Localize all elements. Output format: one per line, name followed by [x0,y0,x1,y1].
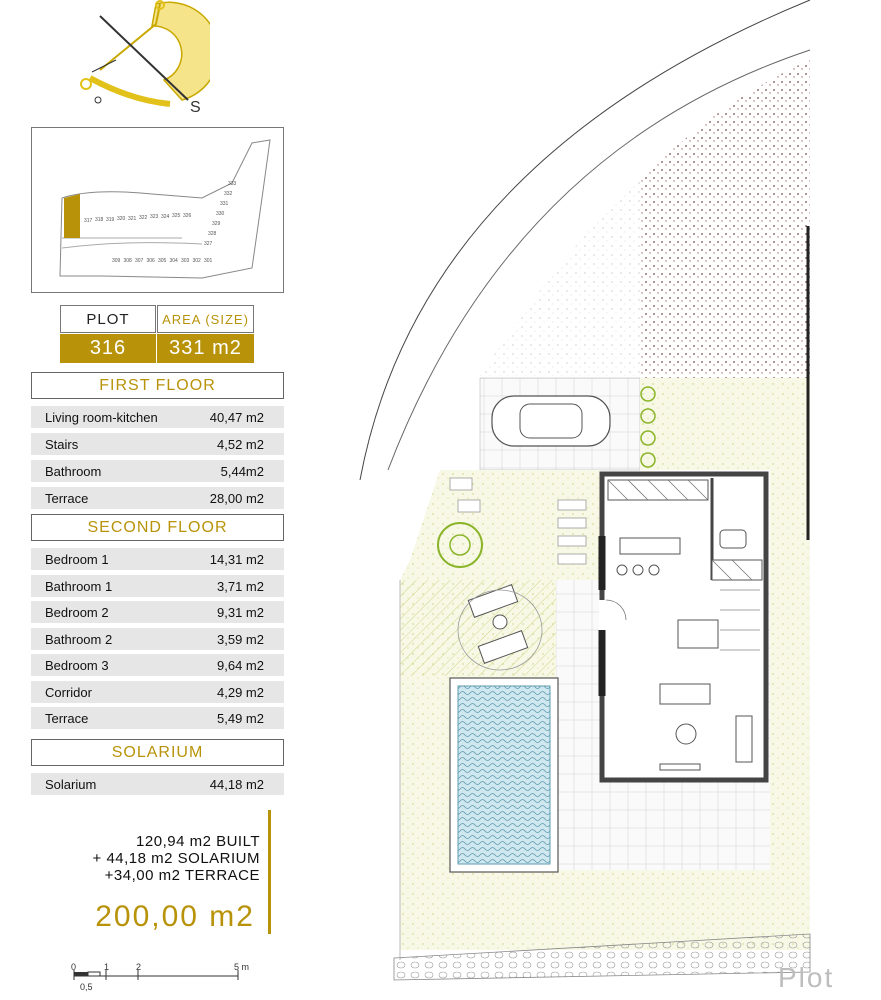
room-area: 4,29 m2 [217,684,264,700]
lot-number: 308 [123,258,132,264]
total-solarium: + 44,18 m2 SOLARIUM [92,850,260,867]
room-area: 5,44m2 [220,464,264,479]
lot-number: 301 [204,258,213,264]
lot-number: 307 [135,258,144,264]
room-name: Stairs [45,437,79,452]
area-row [31,681,284,703]
lot-number: 317 [84,218,93,224]
area-row [31,548,284,570]
lot-number: 304 [169,258,178,264]
total-area: 200,00 m2 [95,900,255,933]
lot-number: 322 [139,215,148,221]
room-area: 40,47 m2 [209,410,264,425]
room-area: 5,49 m2 [217,711,264,726]
room-name: Living room-kitchen [45,410,158,425]
lot-number: 305 [158,258,167,264]
key-plan [31,127,284,293]
plot-header: PLOT [60,305,156,333]
lot-number: 330 [216,211,225,217]
room-area: 28,00 m2 [209,491,264,506]
scale-1: 1 [104,962,110,972]
lot-number: 320 [117,216,126,223]
room-name: Bathroom 1 [45,578,113,594]
lot-number: 332 [224,191,233,197]
total-built: 120,94 m2 BUILT [136,833,260,850]
area-row [31,575,284,597]
area-row [31,707,284,729]
plot-number: 316 [60,334,156,363]
second-floor-title: SECOND FLOOR [31,514,284,541]
car-icon [492,396,610,446]
room-name: Bathroom [45,464,102,479]
room-name: Bedroom 1 [45,552,109,567]
area-header: AREA (SIZE) [157,305,254,333]
scale-0: 0 [71,962,77,972]
room-name: Terrace [45,711,89,726]
plot-summary [60,305,254,363]
lot-number: 325 [172,213,181,220]
room-area: 9,64 m2 [217,658,264,673]
lot-number: 303 [181,258,190,264]
room-name: Corridor [45,684,92,700]
room-area: 9,31 m2 [217,605,264,620]
pool [450,678,558,872]
room-area: 4,52 m2 [217,437,264,452]
scale-5: 5 m [234,962,250,972]
area-row [31,406,284,428]
lot-number: 333 [228,181,237,187]
totals-divider [268,810,271,934]
lot-number: 327 [204,241,213,247]
room-name: Terrace [45,491,89,506]
area-row [31,460,284,482]
lot-number: 331 [220,201,229,207]
area-row [31,773,284,795]
area-row [31,487,284,509]
room-name: Bathroom 2 [45,631,113,647]
site-plan [340,0,881,1000]
lot-number: 326 [183,212,192,219]
lot-number: 321 [128,215,137,222]
area-row [31,601,284,623]
house-floorplan [602,474,766,780]
lot-number: 323 [150,214,159,221]
scale-2: 2 [136,962,142,972]
area-row [31,654,284,676]
lot-number: 329 [212,221,221,227]
room-area: 44,18 m2 [209,777,264,792]
lot-number: 318 [95,217,104,224]
room-name: Solarium [45,777,97,792]
lot-number: 319 [106,216,115,223]
solarium-title: SOLARIUM [31,739,284,766]
compass [70,0,210,120]
plot-watermark: Plot [778,962,835,993]
room-area: 3,59 m2 [217,631,264,647]
lot-number: 309 [112,258,121,264]
scale-05: 0,5 [80,982,93,992]
room-name: Bedroom 3 [45,658,109,673]
compass-s-label: S [190,99,201,116]
total-terrace: +34,00 m2 TERRACE [104,867,260,884]
lot-number: 306 [146,258,155,264]
lot-number: 302 [192,258,201,264]
scale-bar [68,968,258,984]
first-floor-title: FIRST FLOOR [31,372,284,399]
room-area: 14,31 m2 [209,552,264,567]
lot-number: 324 [161,213,170,220]
room-area: 3,71 m2 [217,578,264,594]
plot-area: 331 m2 [157,334,254,363]
room-name: Bedroom 2 [45,605,109,620]
area-row [31,433,284,455]
totals [40,833,260,884]
area-row [31,628,284,650]
lot-number: 328 [208,231,217,237]
